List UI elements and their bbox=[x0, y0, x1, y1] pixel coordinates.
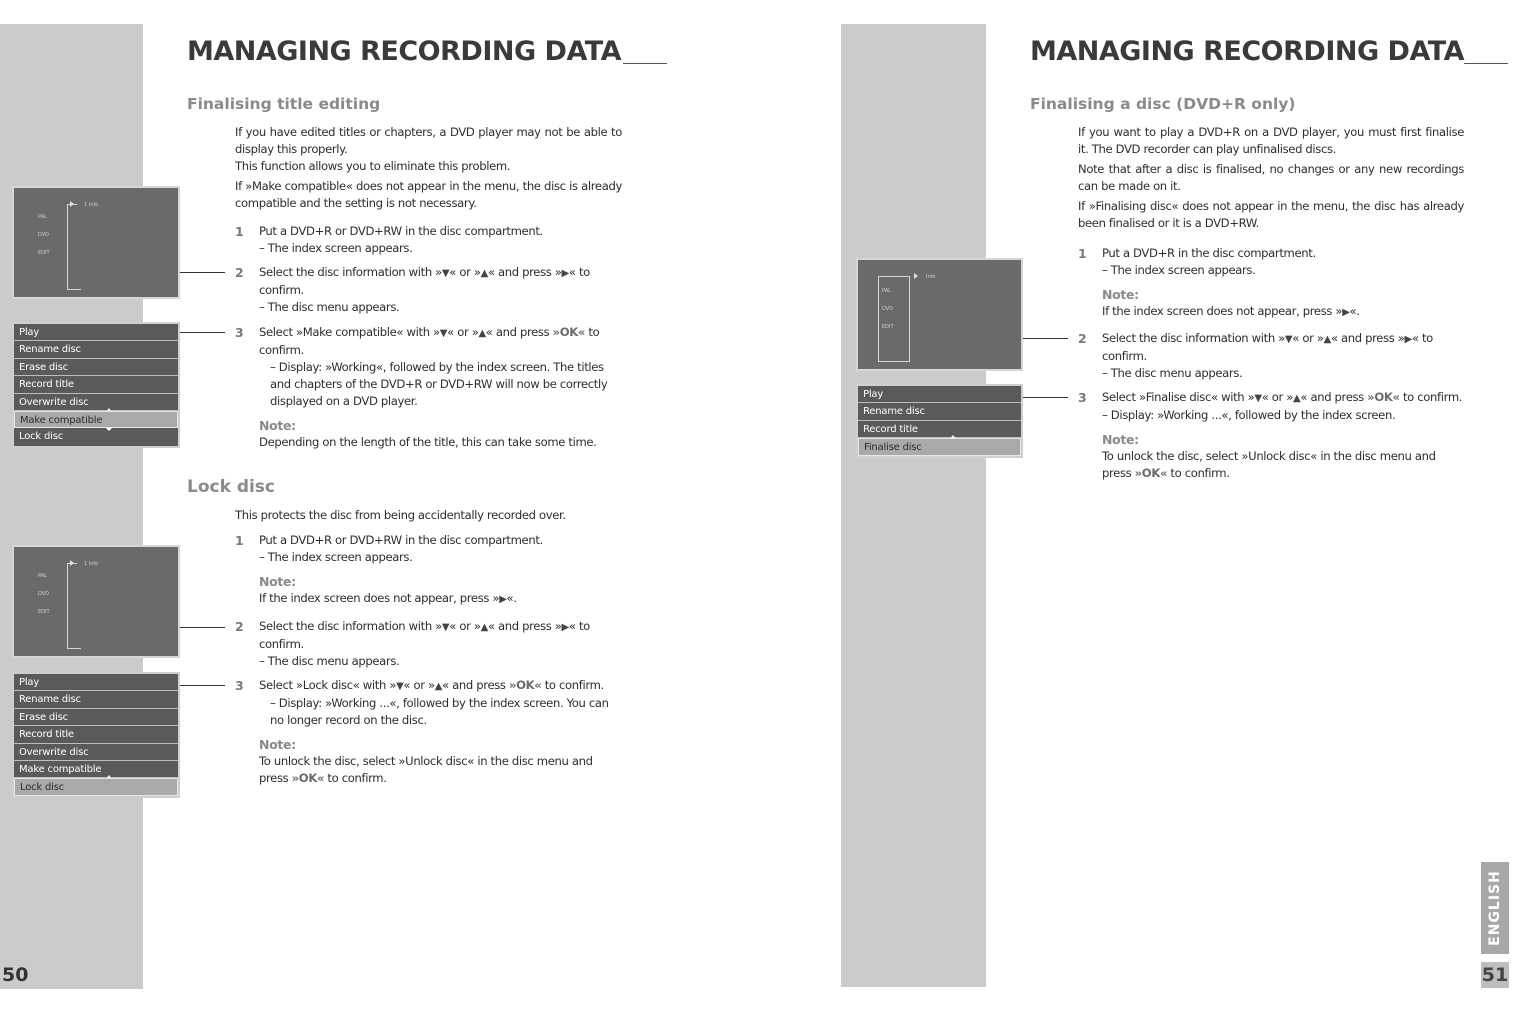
step-text: Select »Make compatible« with » bbox=[259, 325, 440, 339]
screen-label: DVD bbox=[38, 591, 50, 597]
right-arrow-icon: ▶ bbox=[1404, 334, 1412, 345]
note-heading: Note: bbox=[259, 574, 296, 589]
note-heading: Note: bbox=[259, 418, 296, 433]
menu-item-play[interactable]: Play bbox=[14, 324, 178, 341]
section-heading-lock-disc: Lock disc bbox=[187, 477, 276, 497]
screen-frame bbox=[878, 276, 910, 277]
up-arrow-icon: ▲ bbox=[1323, 334, 1331, 345]
left-gray-column bbox=[0, 24, 143, 989]
note-text: To unlock the disc, select »Unlock disc« in the disc menu and press bbox=[1102, 449, 1436, 480]
right-arrow-icon: ▶ bbox=[561, 268, 569, 279]
step-text: « or » bbox=[1292, 331, 1324, 345]
right-page bbox=[768, 0, 1536, 1021]
step-subtext: – The index screen appears. bbox=[1102, 263, 1256, 277]
right-arrow-icon: ▶ bbox=[499, 594, 507, 605]
step-text: Select »Finalise disc« with » bbox=[1102, 390, 1255, 404]
menu-item-make-compatible[interactable]: Make compatible bbox=[14, 411, 178, 428]
step-text: « and press » bbox=[487, 619, 562, 633]
ok-key: »OK« bbox=[552, 325, 586, 339]
note-text: Depending on the length of the title, this can take some time. bbox=[259, 435, 597, 449]
note-text: To unlock the disc, select »Unlock disc« in the disc menu and press bbox=[259, 754, 593, 785]
menu-item-label: Lock disc bbox=[19, 431, 64, 443]
callout-line bbox=[1022, 397, 1068, 398]
step-number: 2 bbox=[1078, 331, 1087, 346]
callout-line bbox=[179, 627, 225, 628]
index-screen-image bbox=[12, 545, 180, 658]
note-text: «. bbox=[506, 591, 517, 605]
step-subtext: – The index screen appears. bbox=[259, 550, 413, 564]
down-arrow-icon: ▼ bbox=[441, 622, 450, 633]
step-text: « and press » bbox=[1330, 331, 1405, 345]
step-number: 1 bbox=[235, 224, 244, 239]
note-text: «. bbox=[1349, 304, 1360, 318]
note-text: to confirm. bbox=[1167, 466, 1230, 480]
screen-label: EDIT bbox=[38, 250, 50, 256]
step-text: « or » bbox=[449, 619, 481, 633]
step-subtext: – The index screen appears. bbox=[259, 241, 413, 255]
disc-menu bbox=[856, 384, 1023, 458]
section-heading-finalising-title-editing: Finalising title editing bbox=[187, 95, 381, 113]
down-arrow-icon: ▼ bbox=[396, 681, 404, 692]
page-number: 51 bbox=[1481, 964, 1509, 986]
screen-label: DVD bbox=[882, 306, 894, 312]
disc-menu bbox=[12, 672, 180, 798]
page-title: MANAGING RECORDING DATA bbox=[1030, 36, 1464, 67]
step-number: 1 bbox=[1078, 246, 1087, 261]
menu-item-make-compatible[interactable] bbox=[14, 761, 178, 778]
page-number: 50 bbox=[2, 964, 29, 986]
play-arrow-icon bbox=[914, 273, 918, 279]
step-text: « to confirm. bbox=[259, 619, 590, 651]
screen-label: DVD bbox=[38, 232, 50, 238]
step-text: Select the disc information with » bbox=[1102, 331, 1285, 345]
menu-item-lock-disc[interactable] bbox=[14, 428, 178, 445]
intro-paragraph: Note that after a disc is finalised, no changes or any new recordings can be made on it. bbox=[1078, 162, 1464, 193]
scroll-down-icon bbox=[106, 428, 112, 431]
note-heading: Note: bbox=[259, 737, 296, 752]
down-arrow-icon: ▼ bbox=[1254, 393, 1262, 404]
step-text: « or » bbox=[1261, 390, 1294, 404]
intro-paragraph: If »Finalising disc« does not appear in the menu, the disc has already been finalised or it is a DVD+RW. bbox=[1078, 199, 1464, 230]
menu-item-rename-disc[interactable]: Rename disc bbox=[14, 691, 178, 708]
step-text: to confirm. bbox=[1399, 390, 1463, 404]
step-text: « and press bbox=[442, 678, 509, 692]
screen-label: 1 Info bbox=[84, 202, 99, 208]
menu-item-overwrite-disc[interactable] bbox=[14, 394, 178, 411]
screen-label: PAL bbox=[38, 573, 47, 579]
section2-intro: This protects the disc from being accidentally recorded over. bbox=[235, 508, 566, 522]
step-text: « and press bbox=[485, 325, 550, 339]
step-number: 2 bbox=[235, 619, 244, 634]
menu-item-rename-disc[interactable]: Rename disc bbox=[14, 341, 178, 358]
right-gray-column bbox=[841, 24, 986, 987]
step-text: Put a DVD+R or DVD+RW in the disc compartment. bbox=[259, 533, 543, 547]
step-text: Put a DVD+R or DVD+RW in the disc compartment. bbox=[259, 224, 543, 238]
callout-line bbox=[179, 272, 225, 273]
ok-key: »OK« bbox=[1367, 390, 1400, 404]
menu-item-record-title[interactable] bbox=[858, 421, 1021, 438]
menu-item-record-title[interactable]: Record title bbox=[14, 726, 178, 743]
step-text: to confirm. bbox=[259, 325, 600, 357]
step-text: Select the disc information with » bbox=[259, 619, 442, 633]
language-tab bbox=[1481, 862, 1509, 954]
up-arrow-icon: ▲ bbox=[480, 268, 488, 279]
callout-line bbox=[179, 685, 225, 686]
screen-label: PAL bbox=[38, 214, 47, 220]
play-arrow-icon bbox=[70, 560, 74, 566]
index-screen-image bbox=[12, 186, 180, 299]
menu-item-erase-disc[interactable]: Erase disc bbox=[14, 709, 178, 726]
section1-intro bbox=[235, 124, 622, 215]
down-arrow-icon: ▼ bbox=[1284, 334, 1293, 345]
step-subtext: – Display: »Working«, followed by the index screen. The titles and chapters of the DVD+R or DVD+RW will now be correctly displayed on a DVD player. bbox=[270, 360, 608, 408]
section-heading-finalising-a-disc: Finalising a disc (DVD+R only) bbox=[1030, 95, 1296, 113]
step-subtext: – The disc menu appears. bbox=[1102, 366, 1243, 380]
menu-item-label: Record title bbox=[863, 423, 918, 435]
right-arrow-icon: ▶ bbox=[561, 622, 569, 633]
step-number: 3 bbox=[235, 325, 244, 340]
step-subtext: – The disc menu appears. bbox=[259, 300, 400, 314]
menu-item-rename-disc[interactable]: Rename disc bbox=[858, 403, 1021, 420]
screen-frame bbox=[67, 563, 81, 649]
step-subtext: – Display: »Working ...«, followed by the index screen. You can no longer record on the disc. bbox=[270, 696, 609, 727]
note-text: to confirm. bbox=[324, 771, 387, 785]
down-arrow-icon: ▼ bbox=[441, 268, 450, 279]
down-arrow-icon: ▼ bbox=[439, 328, 448, 339]
step-text: « or » bbox=[447, 325, 479, 339]
menu-item-record-title[interactable]: Record title bbox=[14, 376, 178, 393]
step-text: « or » bbox=[403, 678, 435, 692]
menu-item-erase-disc[interactable]: Erase disc bbox=[14, 359, 178, 376]
language-label: ENGLISH bbox=[1487, 870, 1503, 946]
step-text: « and press » bbox=[487, 265, 562, 279]
note-heading: Note: bbox=[1102, 287, 1139, 302]
title-rule bbox=[1464, 63, 1508, 64]
note-text: If the index screen does not appear, press » bbox=[259, 591, 500, 605]
intro-paragraph: If you have edited titles or chapters, a DVD player may not be able to display this properly. bbox=[235, 125, 622, 156]
screen-label: EDIT bbox=[38, 609, 50, 615]
step-text: Select the disc information with » bbox=[259, 265, 442, 279]
step-text: « or » bbox=[449, 265, 481, 279]
up-arrow-icon: ▲ bbox=[434, 681, 443, 692]
step-text: Select »Lock disc« with » bbox=[259, 678, 397, 692]
section-intro bbox=[1078, 124, 1464, 235]
callout-line bbox=[179, 332, 225, 333]
screen-label: Info bbox=[926, 274, 936, 280]
callout-line bbox=[1022, 338, 1068, 339]
page-title: MANAGING RECORDING DATA bbox=[187, 36, 621, 67]
step-number: 3 bbox=[235, 678, 244, 693]
screen-label: EDIT bbox=[882, 324, 894, 330]
menu-item-play[interactable]: Play bbox=[14, 674, 178, 691]
intro-paragraph: This function allows you to eliminate this problem. bbox=[235, 159, 511, 173]
menu-item-label: Make compatible bbox=[19, 763, 102, 775]
screen-frame bbox=[67, 204, 81, 290]
index-screen-image bbox=[856, 258, 1023, 371]
menu-item-finalise-disc[interactable]: Finalise disc bbox=[858, 438, 1021, 455]
menu-item-label: Overwrite disc bbox=[19, 396, 89, 408]
ok-key: »OK« bbox=[1134, 466, 1168, 480]
menu-item-overwrite-disc[interactable]: Overwrite disc bbox=[14, 744, 178, 761]
step-subtext: – Display: »Working ...«, followed by the index screen. bbox=[1102, 408, 1396, 422]
step-text: « and press bbox=[1300, 390, 1368, 404]
step-number: 3 bbox=[1078, 390, 1087, 405]
step-number: 2 bbox=[235, 265, 244, 280]
disc-menu bbox=[12, 322, 180, 448]
intro-paragraph: If you want to play a DVD+R on a DVD player, you must first finalise it. The DVD recorder can play unfinalised discs. bbox=[1078, 125, 1464, 156]
step-text: to confirm. bbox=[541, 678, 604, 692]
step-subtext: – The disc menu appears. bbox=[259, 654, 400, 668]
ok-key: »OK« bbox=[508, 678, 542, 692]
up-arrow-icon: ▲ bbox=[480, 622, 488, 633]
step-text: « to confirm. bbox=[1102, 331, 1433, 363]
title-rule bbox=[623, 63, 667, 64]
up-arrow-icon: ▲ bbox=[1293, 393, 1301, 404]
menu-item-lock-disc[interactable]: Lock disc bbox=[14, 778, 178, 795]
step-text: « to confirm. bbox=[259, 265, 590, 297]
right-arrow-icon: ▶ bbox=[1342, 307, 1350, 318]
step-text: Put a DVD+R in the disc compartment. bbox=[1102, 246, 1316, 260]
play-arrow-icon bbox=[70, 201, 74, 207]
screen-label: 1 Info bbox=[84, 561, 99, 567]
note-text: If the index screen does not appear, press » bbox=[1102, 304, 1343, 318]
intro-paragraph: If »Make compatible« does not appear in the menu, the disc is already compatible and the setting is not necessary. bbox=[235, 179, 622, 210]
menu-item-play[interactable]: Play bbox=[858, 386, 1021, 403]
screen-label: PAL bbox=[882, 288, 891, 294]
step-number: 1 bbox=[235, 533, 244, 548]
up-arrow-icon: ▲ bbox=[478, 328, 486, 339]
note-heading: Note: bbox=[1102, 432, 1139, 447]
ok-key: »OK« bbox=[291, 771, 325, 785]
